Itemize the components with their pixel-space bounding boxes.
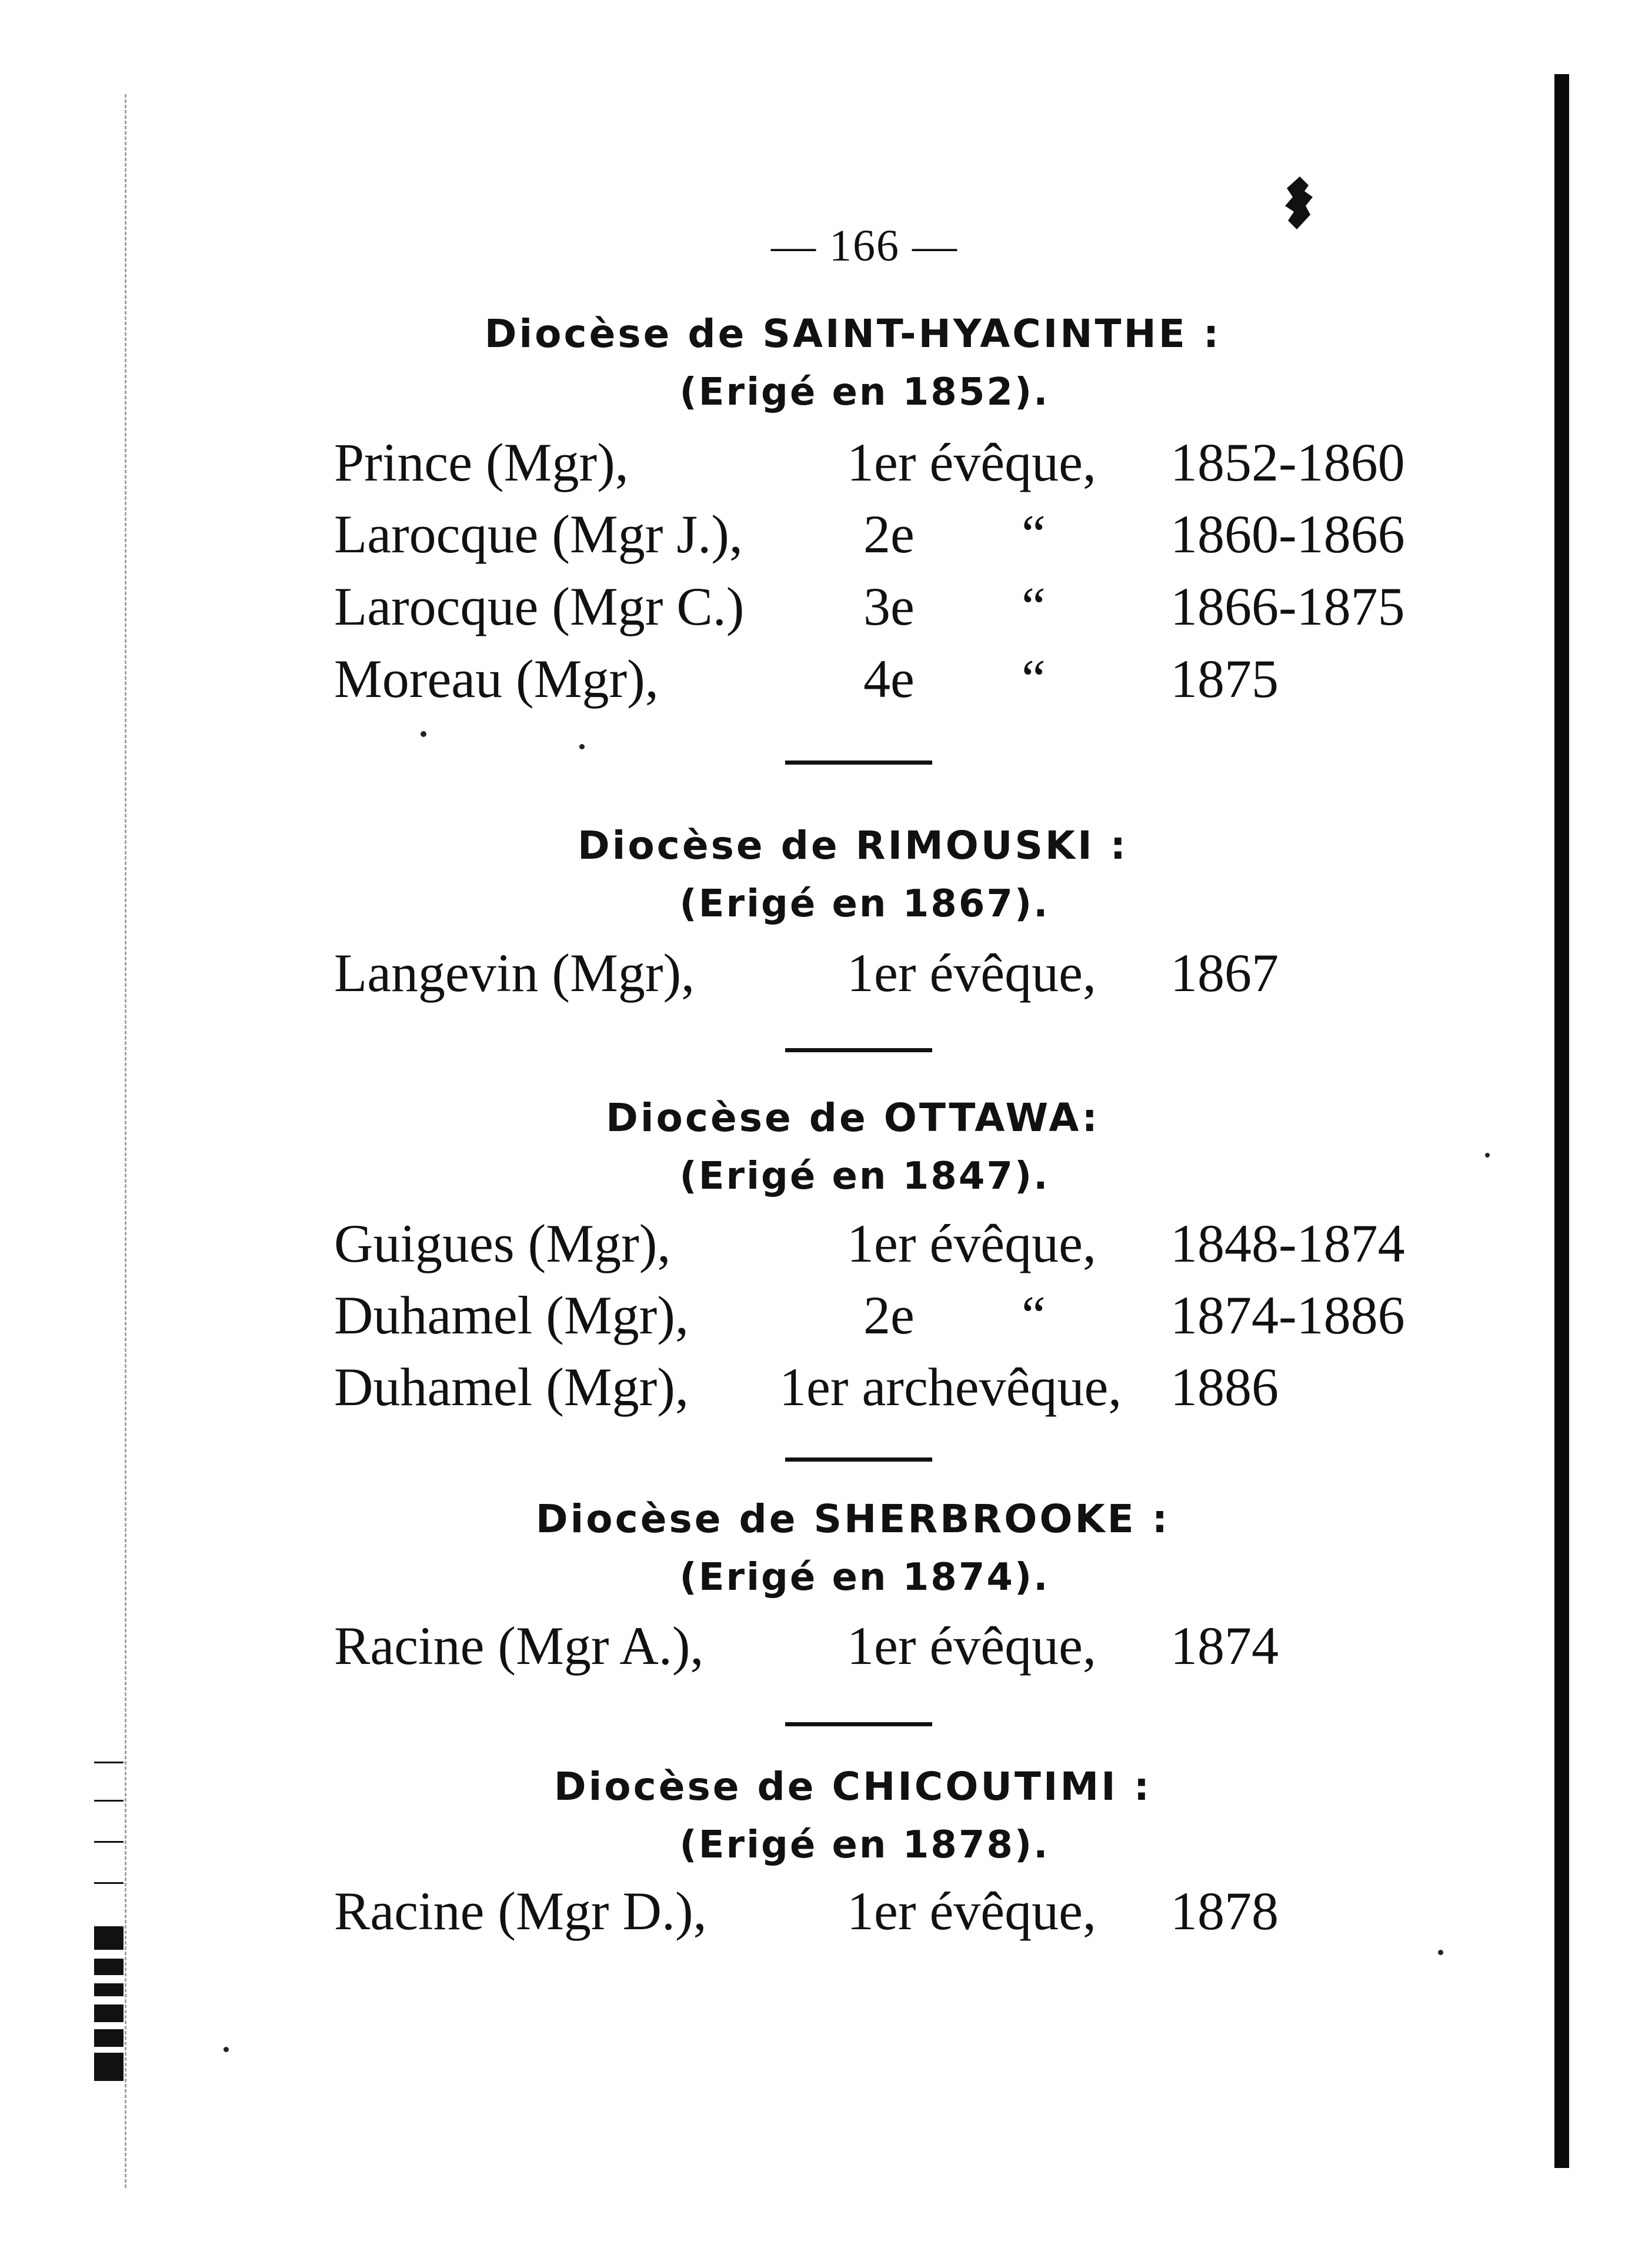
section-erected-ottawa: (Erigé en 1847). [679,1155,1050,1198]
section-heading-chicoutimi: Diocèse de CHICOUTIMI : [553,1764,1152,1809]
bishop-rank: 1er archevêque, [779,1357,1122,1417]
bishop-years: 1852-1860 [1170,432,1405,492]
scan-speck [1485,1153,1490,1158]
ditto-mark: “ [1022,576,1046,636]
section-heading-saint-hyacinthe: Diocèse de SAINT-HYACINTHE : [484,311,1222,356]
section-divider [785,1457,932,1462]
section-divider [785,1722,932,1726]
bishop-years: 1866-1875 [1170,576,1405,636]
section-divider [785,761,932,765]
bishop-name: Moreau (Mgr), [334,649,659,709]
bishop-name: Racine (Mgr A.), [334,1616,704,1676]
section-divider [785,1048,932,1052]
entry-row [0,432,1645,494]
entry-row [0,1616,1645,1677]
bishop-rank: 1er évêque, [847,1616,1096,1676]
bishop-rank: 3e [863,576,915,636]
bishop-rank: 1er évêque, [847,1881,1096,1941]
margin-mark [94,2029,124,2047]
bishop-years: 1878 [1170,1881,1279,1941]
page-number: — 166 — [771,221,958,271]
scan-speck [1438,1950,1443,1955]
margin-mark [94,1959,124,1975]
bishop-years: 1875 [1170,649,1279,709]
entry-row [0,1213,1645,1275]
entry-row [0,504,1645,566]
ditto-mark: “ [1022,504,1046,564]
bishop-years: 1874-1886 [1170,1285,1405,1345]
scan-speck [579,744,585,749]
bishop-years: 1848-1874 [1170,1213,1405,1273]
bishop-name: Duhamel (Mgr), [334,1285,689,1345]
bishop-years: 1867 [1170,943,1279,1003]
bishop-name: Larocque (Mgr J.), [334,504,743,564]
entry-row [0,576,1645,638]
margin-mark [94,1983,124,1996]
margin-mark [94,2004,124,2022]
entry-row [0,1285,1645,1347]
bishop-name: Guigues (Mgr), [334,1213,671,1273]
section-erected-rimouski: (Erigé en 1867). [679,882,1050,926]
entry-row [0,1357,1645,1419]
section-heading-rimouski: Diocèse de RIMOUSKI : [577,823,1128,868]
bishop-rank: 1er évêque, [847,943,1096,1003]
margin-mark [94,2053,124,2081]
section-erected-chicoutimi: (Erigé en 1878). [679,1823,1050,1867]
bishop-name: Larocque (Mgr C.) [334,576,745,636]
bishop-rank: 4e [863,649,915,709]
bishop-name: Langevin (Mgr), [334,943,695,1003]
bishop-years: 1886 [1170,1357,1279,1417]
ditto-mark: “ [1022,649,1046,709]
section-heading-ottawa: Diocèse de OTTAWA: [606,1095,1100,1140]
entry-row [0,649,1645,711]
bishop-rank: 2e [863,1285,915,1345]
bishop-rank: 2e [863,504,915,564]
section-erected-sherbrooke: (Erigé en 1874). [679,1556,1050,1599]
bishop-years: 1874 [1170,1616,1279,1676]
bishop-years: 1860-1866 [1170,504,1405,564]
ditto-mark: “ [1022,1285,1046,1345]
bishop-rank: 1er évêque, [847,1213,1096,1273]
bishop-name: Racine (Mgr D.), [334,1881,707,1941]
section-heading-sherbrooke: Diocèse de SHERBROOKE : [535,1496,1170,1542]
bishop-name: Prince (Mgr), [334,432,629,492]
section-erected-saint-hyacinthe: (Erigé en 1852). [679,371,1050,414]
entry-row [0,1881,1645,1943]
scan-speck [421,731,426,737]
bishop-name: Duhamel (Mgr), [334,1357,689,1417]
entry-row [0,943,1645,1005]
bishop-rank: 1er évêque, [847,432,1096,492]
margin-mark [94,1762,124,1763]
scan-speck [223,2047,229,2052]
